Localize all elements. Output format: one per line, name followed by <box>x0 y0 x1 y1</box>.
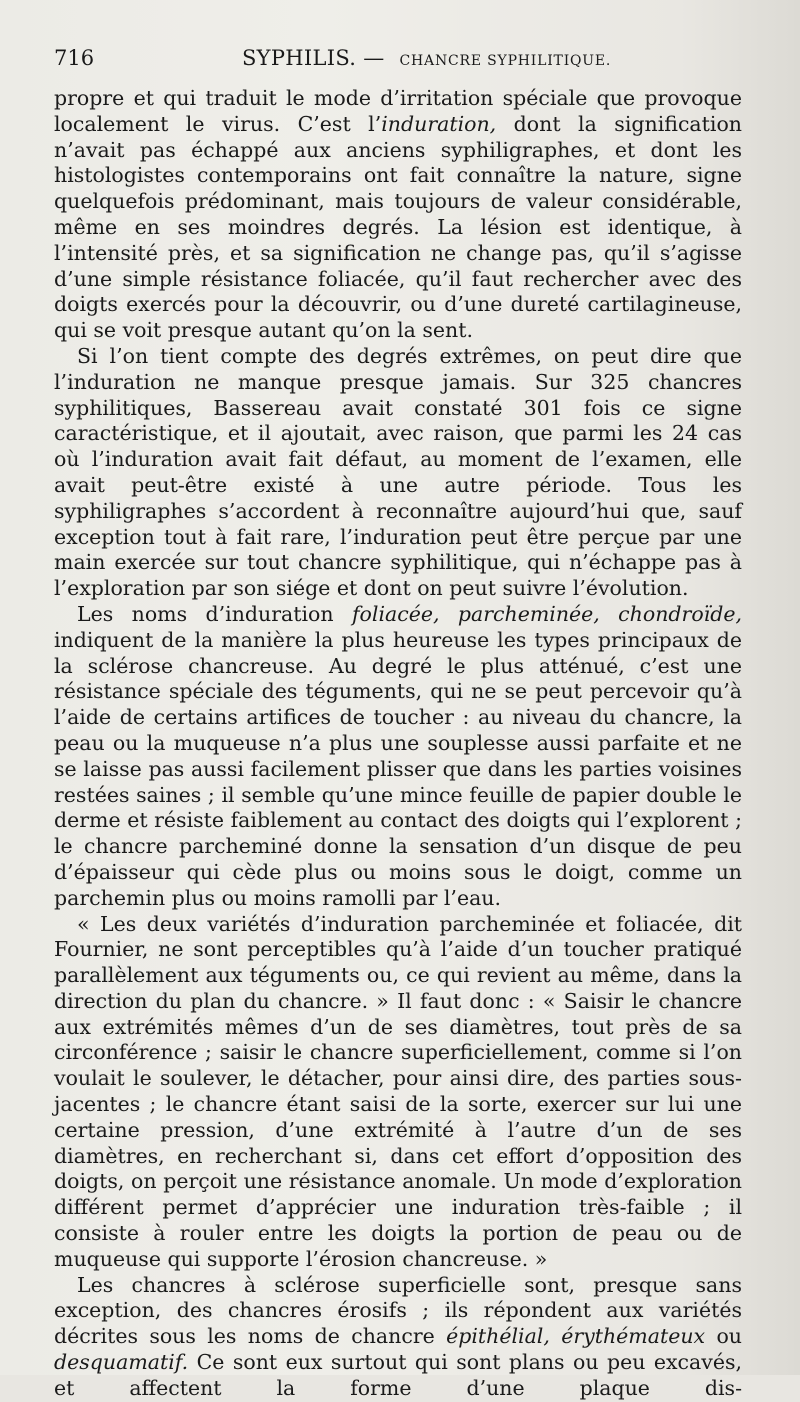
paragraph-3 <box>54 602 742 912</box>
header-subtitle: CHANCRE SYPHILITIQUE. <box>399 53 612 69</box>
p3-text-2: indiquent de la manière la plus heureuse les types principaux de la sclérose chancreuse. Au degré le plus atténué, c’est une résistance spéciale des téguments, qui ne se peut percevoir qu’à l’aide de certains artifices de toucher : au niveau du chancre, la peau ou la muqueuse n’a plus une souplesse aussi parfaite et ne se laisse pas aussi facilement plisser que dans les parties voisines restées saines ; il semble qu’une mince feuille de papier double le derme et résiste faiblement au contact des doigts qui l’explorent ; le chancre parcheminé donne la sensation d’un disque de peu d’épaisseur qui cède plus ou moins sous le doigt, comme un parchemin plus ou moins ramolli par l’eau. <box>54 627 742 910</box>
p3-text-1: Les noms d’induration <box>77 601 352 626</box>
running-header <box>54 46 742 76</box>
header-title-main: SYPHILIS. <box>242 46 357 70</box>
p5-text-3: Ce sont eux surtout qui sont plans ou peu excavés, et affectent la forme d’une plaque dis- <box>54 1350 742 1400</box>
paragraph-4: « Les deux variétés d’induration parcheminée et foliacée, dit Fournier, ne sont perceptibles qu’à l’aide d’un toucher pratiqué parallèlement aux téguments ou, ce qui revient au même, dans la direction du plan du chancre. » Il faut donc : « Saisir le chancre aux extrémités mêmes d’un de ses diamètres, tout près de sa circonférence ; saisir le chancre superficiellement, comme si l’on voulait le soulever, le détacher, pour ainsi dire, des parties sous-jacentes ; le chancre étant saisi de la sorte, exercer sur lui une certaine pression, d’une extrémité à l’autre d’un de ses diamètres, en recherchant si, dans cet effort d’opposition des doigts, on perçoit une résistance anomale. Un mode d’exploration différent permet d’apprécier une induration très-faible ; il consiste à rouler entre les doigts la portion de peau ou de muqueuse qui supporte l’érosion chancreuse. » <box>54 911 742 1271</box>
header-title <box>242 46 611 70</box>
p1-italic-1: induration, <box>381 111 497 136</box>
p5-italic-1: épithélial, érythémateux <box>446 1324 706 1349</box>
p1-text-2: dont la signification n’avait pas échappé aux anciens syphiligraphes, et dont les histologistes contemporains ont fait connaître la nature, signe quelquefois prédominant, mais toujours de valeur considérable, même en ses moindres degrés. La lésion est identique, à l’intensité près, et sa signification ne change pas, qu’il s’agisse d’une simple résistance foliacée, qu’il faut rechercher avec des doigts exercés pour la découvrir, ou d’une dureté cartilagineuse, qui se voit presque autant qu’on la sent. <box>54 111 742 343</box>
page-number: 716 <box>54 46 95 70</box>
p5-italic-2: desquamatif. <box>54 1350 189 1375</box>
header-dash: — <box>363 46 385 70</box>
paragraph-2: Si l’on tient compte des degrés extrêmes, on peut dire que l’induration ne manque presque jamais. Sur 325 chancres syphilitiques, Bassereau avait constaté 301 fois ce signe caractéristique, et il ajoutait, avec raison, que parmi les 24 cas où l’induration avait fait défaut, au moment de l’examen, elle avait peut-être existé à une autre période. Tous les syphiligraphes s’accordent à reconnaître aujourd’hui que, sauf exception tout à fait rare, l’induration peut être perçue par une main exercée sur tout chancre syphilitique, qui n’échappe pas à l’exploration par son siége et dont on peut suivre l’évolution. <box>54 343 742 601</box>
p5-text-2: ou <box>705 1324 742 1349</box>
body-text <box>54 86 742 1402</box>
p1-text-1: propre et qui traduit le mode d’irritation spéciale que provoque localement le virus. C’est l’ <box>54 86 742 136</box>
p3-italic-1: foliacée, parcheminée, chondroïde, <box>351 601 742 626</box>
p5-text-1: Les chancres à sclérose superficielle sont, presque sans exception, des chancres érosifs ; ils répondent aux variétés décrites sous les noms de chancre <box>54 1272 742 1349</box>
paragraph-5 <box>54 1273 742 1402</box>
paragraph-1 <box>54 86 742 344</box>
